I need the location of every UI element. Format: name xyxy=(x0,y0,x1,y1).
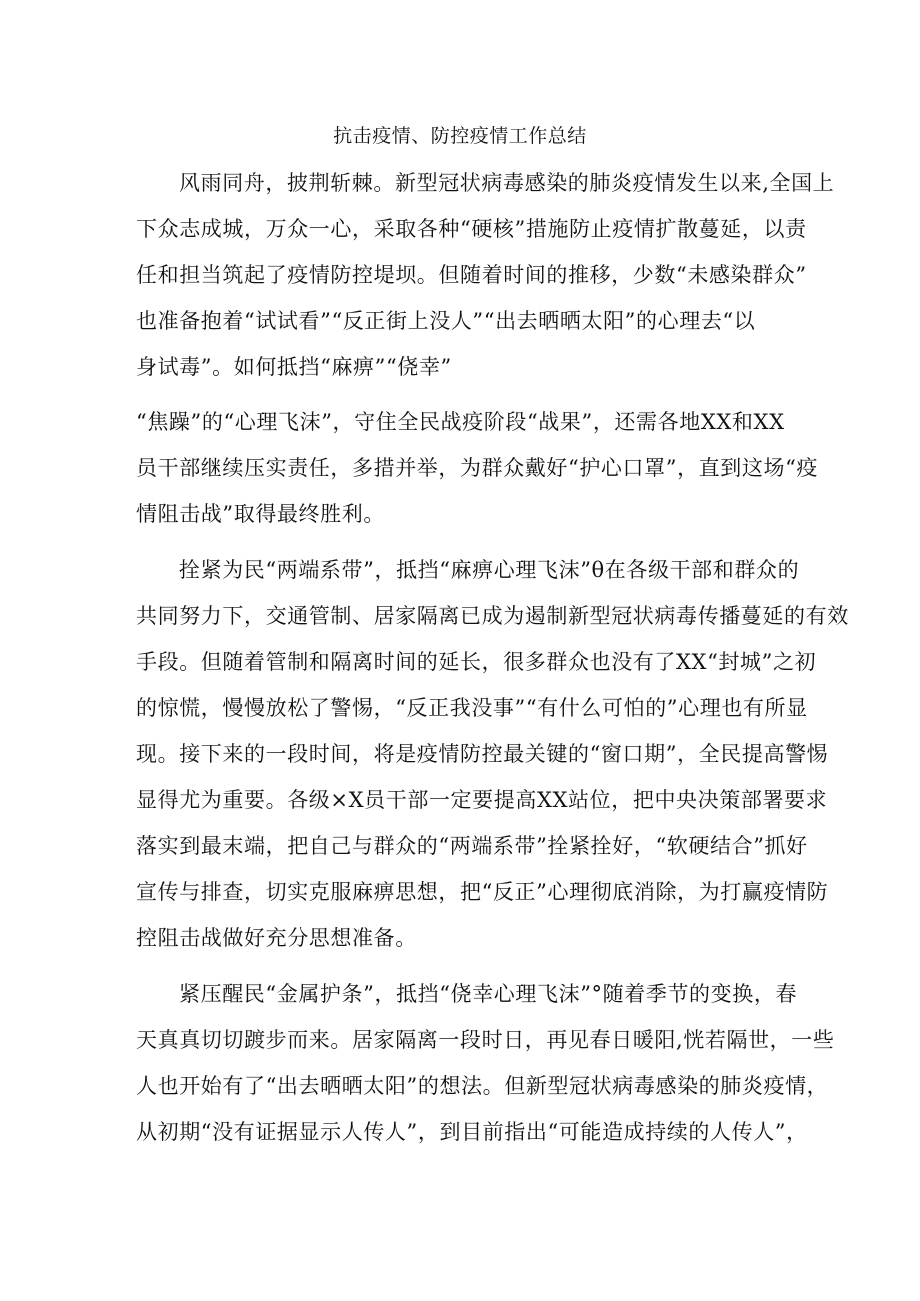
text-line: 拴紧为民“两端系带”，抵挡“麻痹心理飞沫”θ在各级干部和群众的 xyxy=(179,558,800,582)
text-line: 天真真切切踱步而来。居家隔离一段时日，再见春日暖阳,恍若隔世，一些 xyxy=(136,1028,835,1052)
text-line: 宣传与排查，切实克服麻痹思想，把“反正”心理彻底消除，为打赢疫情防 xyxy=(136,880,829,904)
text-line: 控阻击战做好充分思想准备。 xyxy=(136,926,417,950)
text-line: 从初期“没有证据显示人传人”，到目前指出“可能造成持续的人传人”， xyxy=(136,1120,808,1144)
text-line: 手段。但随着管制和隔离时间的延长，很多群众也没有了XX“封城”之初 xyxy=(136,650,817,674)
text-line: 现。接下来的一段时间，将是疫情防控最关键的“窗口期”，全民提高警惕 xyxy=(136,742,829,766)
text-line: 身试毒”。如何抵挡“麻痹”“侥幸” xyxy=(136,355,452,379)
text-line: 员干部继续压实责任，多措并举，为群众戴好“护心口罩”，直到这场“疫 xyxy=(136,456,819,480)
text-line: 情阻击战”取得最终胜利。 xyxy=(136,502,385,526)
text-line: 下众志成城，万众一心，采取各种“硬核”措施防止疫情扩散蔓延，以责 xyxy=(136,217,807,241)
text-line: 也准备抱着“试试看”“反正街上没人”“出去晒晒太阳”的心理去“以 xyxy=(136,309,756,333)
text-line: 任和担当筑起了疫情防控堤坝。但随着时间的推移，少数“未感染群众” xyxy=(136,263,807,287)
text-line: 落实到最末端，把自己与群众的“两端系带”拴紧拴好，“软硬结合”抓好 xyxy=(136,834,808,858)
text-line: 人也开始有了“出去晒晒太阳”的想法。但新型冠状病毒感染的肺炎疫情， xyxy=(136,1074,829,1098)
text-line: 风雨同舟，披荆斩棘。新型冠状病毒感染的肺炎疫情发生以来,全国上 xyxy=(179,171,835,195)
text-line: 显得尤为重要。各级×X员干部一定要提高XX站位，把中央决策部署要求 xyxy=(136,788,828,812)
text-line: “焦躁”的“心理飞沫”，守住全民战疫阶段“战果”，还需各地XX和XX xyxy=(136,410,785,434)
text-line: 紧压醒民“金属护条”，抵挡“侥幸心理飞沫”°随着季节的变换，春 xyxy=(179,982,798,1006)
document-title: 抗击疫情、防控疫情工作总结 xyxy=(333,125,587,147)
text-line: 共同努力下，交通管制、居家隔离已成为遏制新型冠状病毒传播蔓延的有效 xyxy=(136,604,849,628)
text-line: 的惊慌，慢慢放松了警惕，“反正我没事”“有什么可怕的”心理也有所显 xyxy=(136,696,808,720)
